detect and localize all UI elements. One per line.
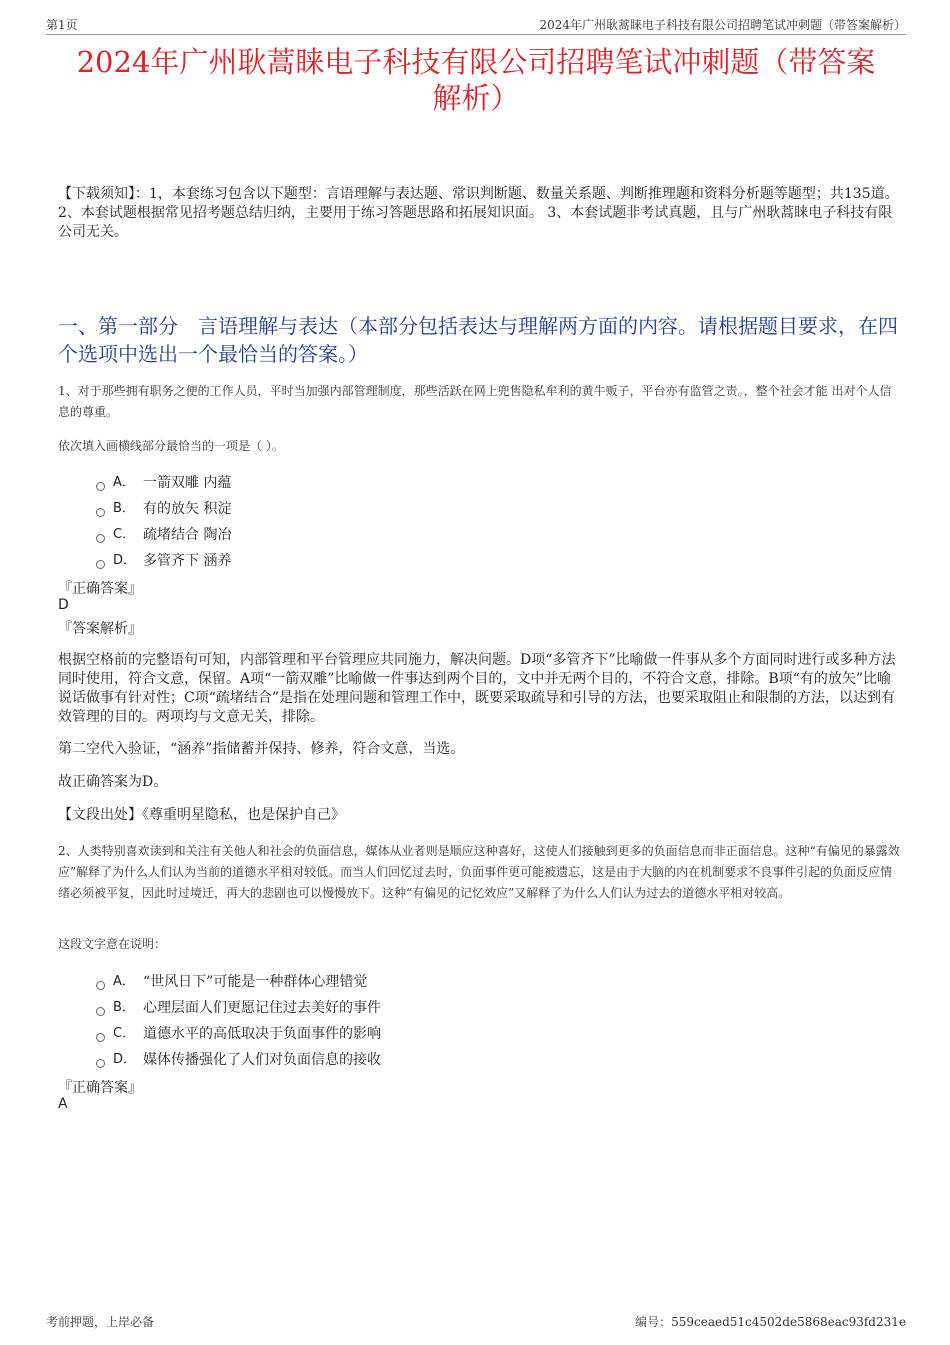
radio-icon[interactable] [96,560,105,569]
option-d[interactable]: D． 媒体传播强化了人们对负面信息的接收 [96,1047,696,1073]
option-c[interactable]: C． 道德水平的高低取决于负面事件的影响 [96,1021,696,1047]
radio-icon[interactable] [96,981,105,990]
title-line-1: 2024年广州耿蒿睐电子科技有限公司招聘笔试冲刺题（带答案 [76,45,876,79]
radio-icon[interactable] [96,1007,105,1016]
page-header [46,14,906,35]
page-number: 第1页 [46,18,78,32]
analysis-paragraph-2: 第二空代入验证，“涵养”指储蓄并保持、修养，符合文意，当选。 [58,741,465,757]
radio-icon[interactable] [96,508,105,517]
footer-serial: 编号：559ceaed51c4502de5868eac93fd231e [635,1315,906,1329]
correct-answer: D [58,597,69,613]
radio-icon[interactable] [96,1059,105,1068]
question-1-text: 1、对于那些拥有职务之便的工作人员，平时当加强内部管理制度，那些活跃在网上兜售隐私牟利的黄牛贩子，平台亦有监管之责。，整个社会才能 出对个人信息的尊重。 [58,384,892,419]
question-1-prompt: 依次填入画横线部分最恰当的一项是（ ）。 [58,439,284,453]
question-2-options [96,969,696,1073]
option-a[interactable]: A． “世风日下”可能是一种群体心理错觉 [96,969,696,995]
footer-slogan: 考前押题，上岸必备 [46,1315,155,1329]
option-d[interactable]: D． 多管齐下 涵养 [96,548,696,574]
radio-icon[interactable] [96,534,105,543]
option-b[interactable]: B． 心理层面人们更愿记住过去美好的事件 [96,995,696,1021]
correct-answer-label: 『正确答案』 [58,581,142,597]
analysis-paragraph-3: 故正确答案为D。 [58,774,168,790]
option-b[interactable]: B． 有的放矢 积淀 [96,496,696,522]
source-paragraph: 【文段出处】《尊重明星隐私，也是保护自己》 [58,807,345,823]
question-2-text: 2、人类特别喜欢读到和关注有关他人和社会的负面信息，媒体从业者则是顺应这种喜好，这使人们接触到更多的负面信息而非正面信息。这种“有偏见的暴露效应”解释了为什么人们认为当前的道德水平相对较低。而当人们回忆过去时，负面事件更可能被遗忘，这是由于大脑的内在机制要求不良事件引起的负面反应情绪必须被平复，因此时过境迁，再大的悲剧也可以慢慢放下。这种“有偏见的记忆效应”又解释了为什么人们认为过去的道德水平相对较高。 [58,844,900,900]
analysis-paragraph-1: 根据空格前的完整语句可知，内部管理和平台管理应共同施力，解决问题。D项“多管齐下”比喻做一件事从多个方面同时进行或多种方法同时使用，符合文意，保留。A项“一箭双雕”比喻做一件事达到两个目的，文中并无两个目的，不符合文意，排除。B项“有的放矢”比喻说话做事有针对性；C项“疏堵结合”是指在处理问题和管理工作中，既要采取疏导和引导的方法，也要采取阻止和限制的方法，以达到有效管理的目的。两项均与文意无关，排除。 [58,652,896,725]
correct-answer: A [58,1096,68,1112]
question-2-prompt: 这段文字意在说明： [58,937,167,951]
correct-answer-label: 『正确答案』 [58,1080,142,1096]
option-a[interactable]: A． 一箭双雕 内蕴 [96,470,696,496]
section-title: 一、第一部分 言语理解与表达（本部分包括表达与理解两方面的内容。请根据题目要求，在四个选项中选出一个最恰当的答案。） [58,314,898,366]
radio-icon[interactable] [96,1033,105,1042]
title-line-2: 解析） [432,81,520,115]
header-doc-title: 2024年广州耿蒿睐电子科技有限公司招聘笔试冲刺题（带答案解析） [539,18,906,32]
question-1-options [96,470,696,574]
document-title [46,44,906,116]
option-c[interactable]: C． 疏堵结合 陶冶 [96,522,696,548]
radio-icon[interactable] [96,482,105,491]
analysis-label: 『答案解析』 [58,621,142,637]
download-notice: 【下载须知】：1，本套练习包含以下题型：言语理解与表达题、常识判断题、数量关系题、判断推理题和资料分析题等题型；共135道。 2、本套试题根据常见招考题总结归纳，主要用于练习答题思路和拓展知识面。 3、本套试题非考试真题，且与广州耿蒿睐电子科技有限公司无关。 [58,186,899,240]
